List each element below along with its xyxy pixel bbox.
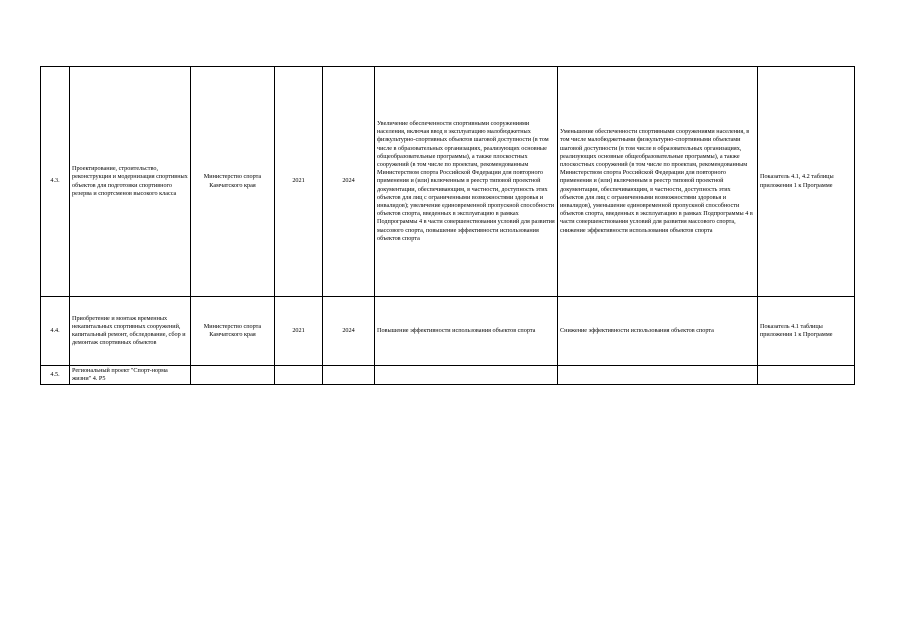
start-year: 2021 [275,297,323,366]
non-implementation-consequences: Снижение эффективности использования объектов спорта [558,297,758,366]
non-implementation-consequences: Уменьшение обеспеченности спортивными сооружениями населения, в том числе малобюджетными физкультурно-спортивными объектами шаговой доступности (в том числе в образовательных организациях, реализующих основные общеобразовательные программы), а также плоскостных сооружений (в том числе по проектам, рекомендованным Министерством спорта Российской Федерации для повторного применения и (или) включенным в реестр типовой проектной документации, обеспечивающим, в частности, доступность этих объектов для лиц с ограниченными возможностями здоровья и инвалидов), уменьшение единовременной пропускной способности объектов спорта, введенных в эксплуатацию в рамках Подпрограммы 4 в части совершенствования условий для развития массового спорта, снижение эффективности использования объектов спорта [558,67,758,297]
responsible-executor: Министерство спорта Камчатского края [191,297,275,366]
measures-table [40,66,855,385]
expected-result: Увеличение обеспеченности спортивными сооружениями населения, включая ввод в эксплуатацию малобюджетных физкультурно-спортивных объектов шаговой доступности (в том числе в образовательных организациях, реализующих основные общеобразовательные программы), а также плоскостных сооружений (в том числе по проектам, рекомендованным Министерством спорта Российской Федерации для повторного применения и (или) включенным в реестр типовой проектной документации, обеспечивающим, в частности, доступность этих объектов для лиц с ограниченными возможностями здоровья и инвалидов); увеличение единовременной пропускной способности объектов спорта, введенных в эксплуатацию в рамках Подпрограммы 4 в части совершенствования условий для развития массового спорта, повышение эффективности использования объектов спорта [375,67,558,297]
row-number: 4.5. [41,366,70,385]
measure-name: Приобретение и монтаж временных некапитальных спортивных сооружений, капитальный ремонт, обследование, сбор и демонтаж спортивных объектов [70,297,191,366]
related-indicator: Показатель 4.1, 4.2 таблицы приложения 1 к Программе [758,67,855,297]
responsible-executor: Министерство спорта Камчатского края [191,67,275,297]
end-year: 2024 [323,297,375,366]
end-year [323,366,375,385]
measure-name: Проектирование, строительство, реконструкция и модернизация спортивных объектов для подготовки спортивного резерва и спортсменов высокого класса [70,67,191,297]
non-implementation-consequences [558,366,758,385]
table-row [41,67,855,297]
responsible-executor [191,366,275,385]
expected-result [375,366,558,385]
table-row [41,297,855,366]
related-indicator: Показатель 4.1 таблицы приложения 1 к Программе [758,297,855,366]
table-row [41,366,855,385]
start-year: 2021 [275,67,323,297]
row-number: 4.4. [41,297,70,366]
start-year [275,366,323,385]
row-number: 4.3. [41,67,70,297]
expected-result: Повышение эффективности использования объектов спорта [375,297,558,366]
end-year: 2024 [323,67,375,297]
measure-name: Региональный проект "Спорт-норма жизни" 4. P5 [70,366,191,385]
related-indicator [758,366,855,385]
